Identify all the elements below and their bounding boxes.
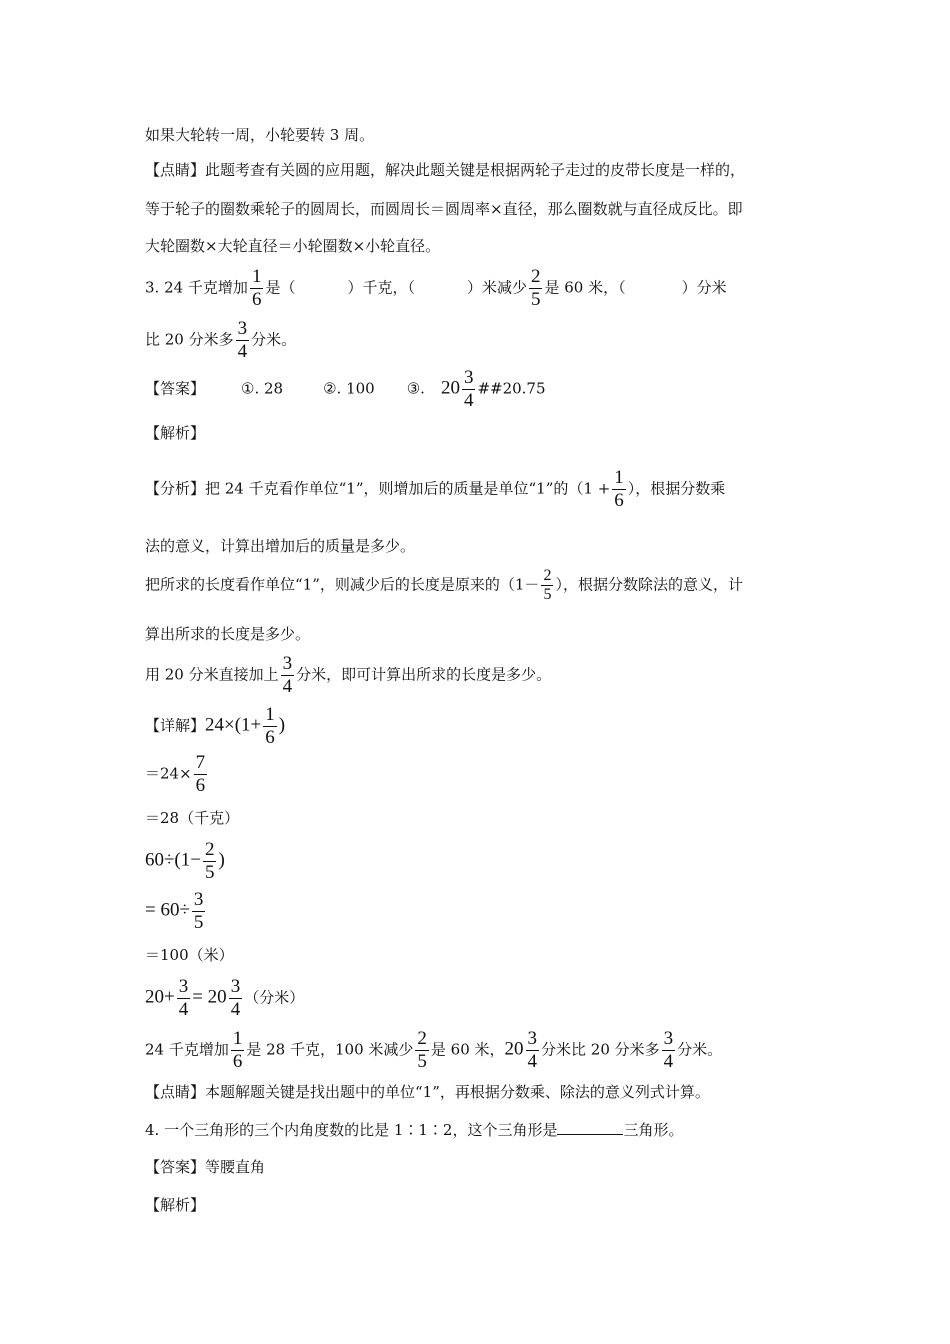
fraction-2-5: $\frac{2}{5}$	[417, 1028, 427, 1072]
fraction-1-6: $\frac{1}{6}$	[614, 467, 624, 511]
detail-line-1: 【详解】24×(1+ $\frac{1}{6}$ )	[145, 704, 286, 748]
analysis-line-3: 把所求的长度看作单位“1”，则减少后的长度是原来的（1－ $\frac{2}{5}$ ），根据分数除法的意义，计	[145, 567, 743, 603]
fraction-1-6: $\frac{1}{6}$	[251, 266, 262, 310]
detail-line-3: ＝28（千克）	[145, 809, 240, 827]
fraction-3-4: $\frac{3}{4}$	[463, 367, 474, 411]
answer-blank	[557, 1120, 623, 1135]
fraction-3-4: $\frac{3}{4}$	[230, 976, 241, 1020]
fraction-3-4: $\frac{3}{4}$	[282, 653, 293, 697]
fraction-3-4: $\frac{3}{4}$	[237, 318, 248, 362]
fraction-3-4: $\frac{3}{4}$	[527, 1028, 538, 1072]
fraction-3-4: $\frac{3}{4}$	[663, 1028, 674, 1072]
fraction-3-5: $\frac{3}{5}$	[193, 889, 204, 933]
intro-dianjing-line: 【点睛】此题考查有关圆的应用题，解决此题关键是根据两轮子走过的皮带长度是一样的，	[145, 161, 746, 179]
intro-line-3: 等于轮子的圈数乘轮子的圆周长，而圆周长＝圆周率×直径，那么圈数就与直径成反比。即	[145, 200, 743, 218]
detail-line-7: 20+ $\frac{3}{4}$ = 20 $\frac{3}{4}$ （分米）	[145, 976, 305, 1020]
fraction-1-6: $\frac{1}{6}$	[265, 704, 275, 748]
fraction-2-5: $\frac{2}{5}$	[530, 266, 541, 310]
analysis-line-2: 法的意义，计算出增加后的质量是多少。	[145, 537, 416, 555]
jiexi-label: 【解析】	[145, 424, 206, 442]
analysis-line-4: 算出所求的长度是多少。	[145, 625, 311, 643]
fraction-1-6: $\frac{1}{6}$	[232, 1028, 243, 1072]
dianjing-line: 【点睛】本题解题关键是找出题中的单位“1”，再根据分数乘、除法的意义列式计算。	[145, 1083, 710, 1101]
summary-line: 24 千克增加 $\frac{1}{6}$ 是 28 千克，100 米减少 $\frac{2}{5}$ 是 60 米，20 $\frac{3}{4}$ 分米比 20 分米多 $\frac{3}{4}$ 分米。	[145, 1028, 723, 1072]
analysis-line-1: 【分析】把 24 千克看作单位“1”，则增加后的质量是单位“1”的（1 + $\frac{1}{6}$ ），根据分数乘	[145, 467, 726, 511]
detail-line-5: = 60÷ $\frac{3}{5}$	[145, 889, 204, 933]
analysis-line-5: 用 20 分米直接加上 $\frac{3}{4}$ 分米，即可计算出所求的长度是多少。	[145, 653, 552, 697]
detail-line-2: ＝24× $\frac{7}{6}$	[145, 752, 206, 796]
jiexi-label-2: 【解析】	[145, 1196, 206, 1214]
answer-3-line: 【答案】 ①. 28 ②. 100 ③. 20 $\frac{3}{4}$ ##20.75	[145, 367, 546, 411]
question-3-line-1: 3. 24 千克增加 $\frac{1}{6}$ 是（ ）千克，（ ）米减少 $\frac{2}{5}$ 是 60 米，（ ）分米	[145, 266, 727, 310]
intro-line-1: 如果大轮转一周，小轮要转 3 周。	[145, 126, 375, 144]
question-4-line: 4. 一个三角形的三个内角度数的比是 1∶1∶2，这个三角形是 三角形。	[145, 1121, 684, 1139]
intro-line-4: 大轮圈数×大轮直径＝小轮圈数×小轮直径。	[145, 237, 441, 255]
question-3-line-2: 比 20 分米多 $\frac{3}{4}$ 分米。	[145, 318, 297, 362]
detail-line-4: 60÷(1− $\frac{2}{5}$ )	[145, 839, 225, 883]
answer-4-line: 【答案】等腰直角	[145, 1158, 266, 1176]
fraction-3-4: $\frac{3}{4}$	[178, 976, 189, 1020]
fraction-2-5: $\frac{2}{5}$	[543, 567, 552, 603]
detail-line-6: ＝100（米）	[145, 946, 234, 964]
fraction-2-5: $\frac{2}{5}$	[204, 839, 215, 883]
fraction-7-6: $\frac{7}{6}$	[195, 752, 206, 796]
